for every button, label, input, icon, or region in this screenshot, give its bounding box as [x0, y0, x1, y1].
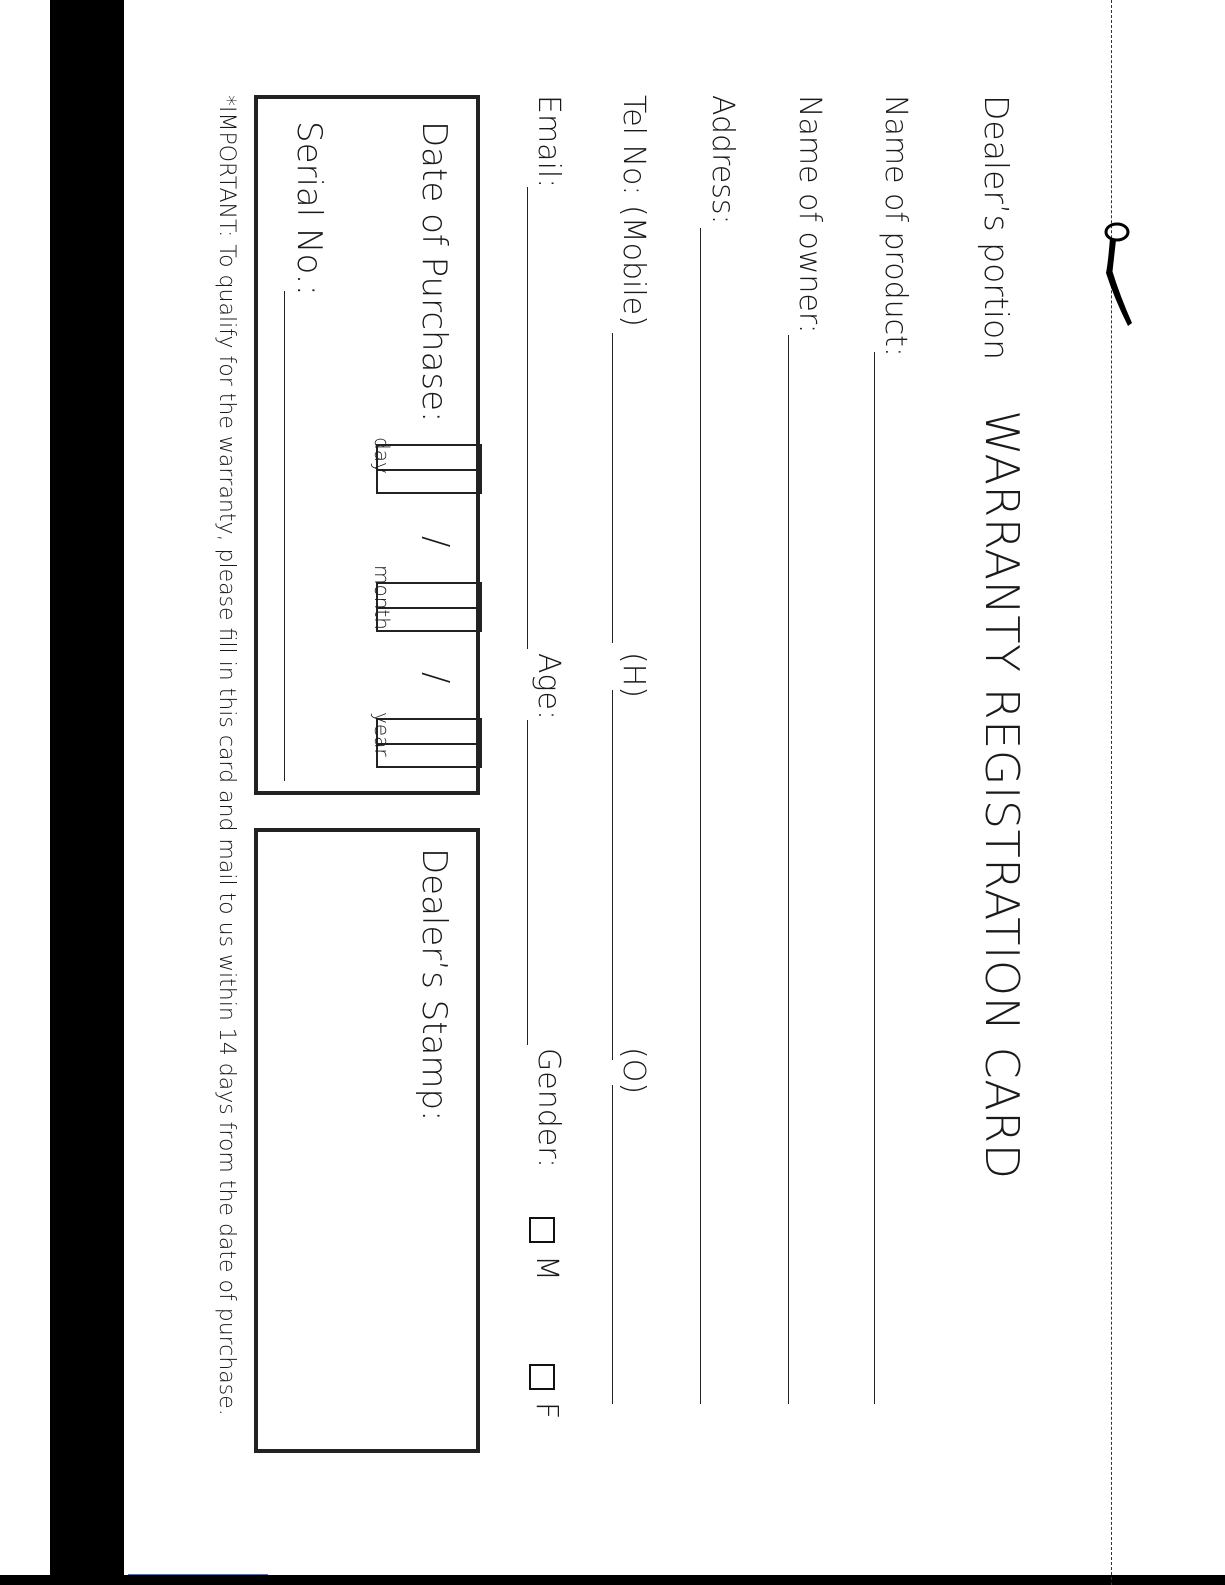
email-label: Email: — [531, 95, 566, 189]
binding-band — [50, 0, 124, 1585]
dealers-stamp-label: Dealer’s Stamp: — [414, 848, 454, 1122]
address-line[interactable] — [700, 228, 701, 1404]
gender-male-label: M — [529, 1255, 564, 1281]
age-line[interactable] — [527, 720, 528, 1045]
day-caption: day — [370, 437, 394, 474]
tel-mobile-label: Tel No: (Mobile) — [616, 95, 651, 327]
tel-office-line[interactable] — [612, 1085, 613, 1404]
gender-label: Gender: — [531, 1048, 566, 1169]
warranty-card — [214, 80, 1135, 1480]
date-of-purchase-box — [254, 95, 480, 795]
page-bottom-link-line — [128, 1574, 268, 1575]
tel-home-line[interactable] — [612, 690, 613, 1060]
gender-male-checkbox[interactable] — [529, 1217, 555, 1243]
card-title: WARRANTY REGISTRATION CARD — [975, 410, 1029, 1180]
important-notice: *IMPORTANT: To qualify for the warranty, please fill in this card and mail to us within 14 days from the date of purchase. — [214, 95, 239, 1416]
tel-home-label: (H) — [616, 652, 651, 698]
year-caption: year — [370, 712, 394, 757]
gender-female-checkbox[interactable] — [529, 1364, 555, 1390]
page-bottom-edge — [0, 1575, 1225, 1585]
name-of-owner-label: Name of owner: — [792, 95, 827, 334]
month-caption: month — [370, 565, 394, 630]
tel-office-label: (O) — [616, 1047, 651, 1095]
serial-no-label: Serial No.: — [289, 121, 329, 296]
gender-female-label: F — [529, 1402, 564, 1420]
date-separator: / — [416, 672, 456, 684]
tel-mobile-line[interactable] — [612, 333, 613, 643]
address-label: Address: — [705, 95, 740, 225]
date-separator: / — [416, 536, 456, 548]
name-of-owner-line[interactable] — [788, 335, 789, 1404]
date-of-purchase-label: Date of Purchase: — [414, 121, 454, 423]
name-of-product-line[interactable] — [874, 352, 875, 1404]
age-label: Age: — [531, 653, 566, 721]
dealer-portion-label: Dealer’s portion — [977, 95, 1016, 361]
email-line[interactable] — [527, 187, 528, 649]
serial-no-line[interactable] — [284, 291, 285, 781]
dealers-stamp-box — [254, 828, 480, 1453]
name-of-product-label: Name of product: — [878, 95, 913, 357]
